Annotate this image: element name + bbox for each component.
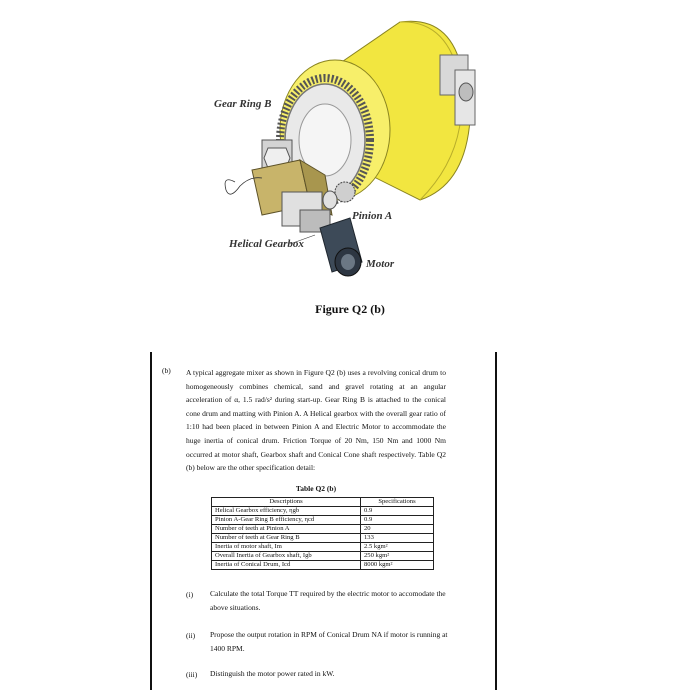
question-text: Calculate the total Torque TT required by the electric motor to accomodate the above situations. [210, 589, 446, 612]
spec-cell: 20 [361, 525, 434, 534]
motor-label: Motor [366, 258, 395, 270]
table-row [212, 552, 434, 561]
section-tag: (b) [162, 366, 171, 375]
table-row [212, 507, 434, 516]
spec-cell: 0.9 [361, 507, 434, 516]
spec-table [211, 497, 434, 570]
motor-shape [320, 218, 362, 276]
problem-paragraph: A typical aggregate mixer as shown in Figure Q2 (b) uses a revolving conical drum to homogeneously combines chemical, sand and gravel rotating at an angular acceleration of α, 1.5 rad/s² during start-up. Gear Ring B is attached to the conical cone drum and matting with Pinion A. A Helical gearbox with the overall gear ratio of 1:10 had been placed in between Pinion A and Electric Motor to accommodate the huge inertia of conical drum. Friction Torque of 20 Nm, 150 Nm and 1000 Nm occurred at motor shaft, Gearbox shaft and Conical Cone shaft respectively. Table Q2 (b) below are the other specification detail: [186, 368, 446, 473]
table-title: Table Q2 (b) [295, 484, 337, 493]
spec-cell: 133 [361, 534, 434, 543]
desc-cell: Inertia of Conical Drum, Icd [212, 561, 361, 570]
question-tag: (i) [186, 590, 194, 599]
desc-cell: Helical Gearbox efficiency, ηgb [212, 507, 361, 516]
table-row [212, 516, 434, 525]
spec-cell: 8000 kgm² [361, 561, 434, 570]
table-row [212, 543, 434, 552]
table-row [212, 525, 434, 534]
desc-cell: Inertia of motor shaft, Im [212, 543, 361, 552]
table-row [212, 561, 434, 570]
mixer-figure [0, 0, 700, 300]
spec-cell: 250 kgm² [361, 552, 434, 561]
gear-ring-label: Gear Ring B [214, 98, 272, 110]
question-text: Propose the output rotation in RPM of Conical Drum NA if motor is running at 1400 RPM. [210, 630, 448, 653]
figure-caption: Figure Q2 (b) [315, 302, 385, 316]
left-margin-bar [150, 352, 152, 690]
header-descriptions: Descriptions [212, 498, 361, 507]
desc-cell: Number of teeth at Pinion A [212, 525, 361, 534]
gearbox-label: Helical Gearbox [229, 238, 304, 250]
spec-cell: 0.9 [361, 516, 434, 525]
spec-cell: 2.5 kgm² [361, 543, 434, 552]
header-specifications: Specifications [361, 498, 434, 507]
table-header-row [212, 498, 434, 507]
question-tag: (ii) [186, 631, 196, 640]
question-tag: (iii) [186, 670, 198, 679]
table-row [212, 534, 434, 543]
desc-cell: Number of teeth at Gear Ring B [212, 534, 361, 543]
question-text: Distinguish the motor power rated in kW. [210, 669, 335, 678]
desc-cell: Pinion A-Gear Ring B efficiency, ηcd [212, 516, 361, 525]
pinion-label: Pinion A [352, 210, 393, 222]
right-margin-bar [495, 352, 497, 690]
desc-cell: Overall Inertia of Gearbox shaft, Igb [212, 552, 361, 561]
